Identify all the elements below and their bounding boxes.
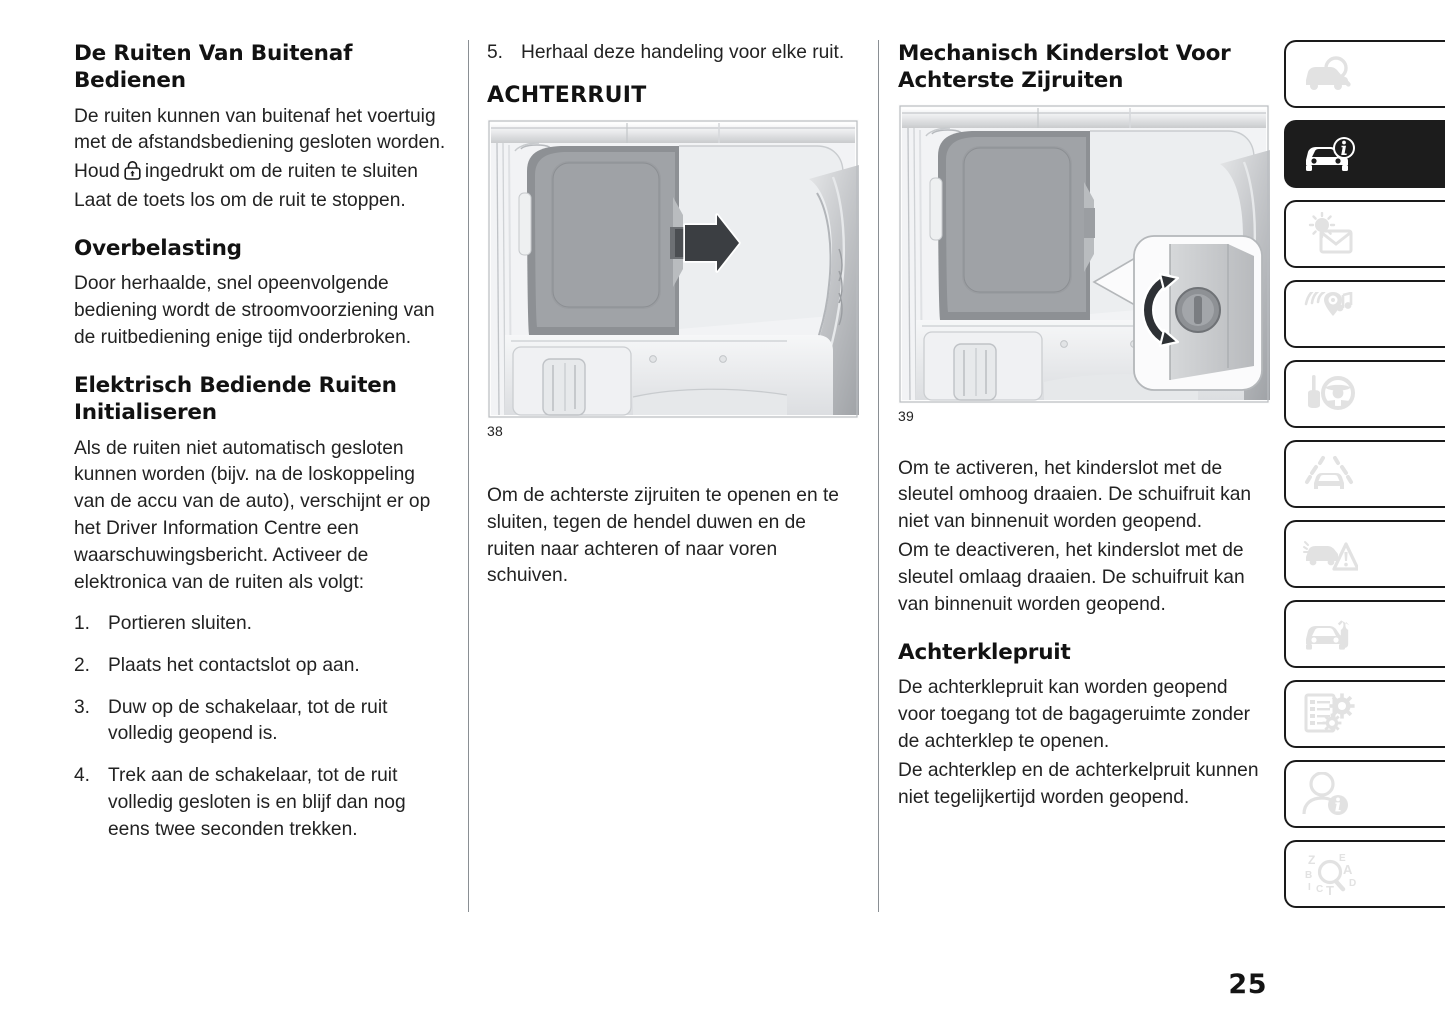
svg-text:C: C	[1316, 884, 1324, 895]
alphabetical-index-icon	[1302, 852, 1364, 896]
heading-mechanisch-kinderslot: Mechanisch Kinderslot Voor Achterste Zijruiten	[898, 41, 1231, 94]
step-text: Trek aan de schakelaar, tot de ruit volledig gesloten is en blijf dan nog eens twee seconden trekken.	[108, 765, 406, 841]
figure-caption: 38	[487, 422, 503, 439]
steps-list-continued	[487, 40, 859, 67]
step-number: 2.	[74, 654, 91, 676]
column-divider-2	[878, 40, 879, 912]
step-text: Plaats het contactslot op aan.	[108, 654, 360, 676]
text-houd: Houd	[74, 161, 120, 183]
paragraph-laat-de-toets-los: Laat de toets los om de ruit te stoppen.	[74, 190, 406, 212]
gearshift-steering-icon	[1302, 373, 1358, 415]
illustration-achterste-zijruit	[487, 119, 859, 419]
svg-text:T: T	[1326, 883, 1334, 896]
svg-text:B: B	[1305, 870, 1313, 881]
list-item	[487, 40, 859, 67]
paragraph-achterklep-niet-tegelijk: De achterklep en de achterkelpruit kunnen niet tegelijkertijd worden geopend.	[898, 759, 1259, 808]
sidebar-tab-gearshift-steering[interactable]	[1284, 360, 1445, 428]
sidebar-tab-person-info[interactable]	[1284, 760, 1445, 828]
paragraph-overbelasting: Door herhaalde, snel opeenvolgende bediening wordt de stroomvoorziening van de ruitbediening enige tijd onderbroken.	[74, 273, 435, 349]
step-number: 5.	[487, 42, 504, 63]
figure-39	[898, 104, 1270, 424]
sidebar-tab-warning-lights-messages[interactable]	[1284, 200, 1445, 268]
column-left	[74, 40, 446, 859]
svg-text:D: D	[1349, 878, 1357, 889]
sidebar-tab-car-search[interactable]	[1284, 40, 1445, 108]
list-item	[74, 763, 446, 844]
column-divider-1	[468, 40, 469, 912]
heading-overbelasting: Overbelasting	[74, 236, 242, 262]
car-info-icon	[1302, 134, 1358, 174]
step-text: Herhaal deze handeling voor elke ruit.	[521, 42, 845, 63]
steps-list-initialiseren	[74, 611, 446, 844]
svg-text:I: I	[1308, 882, 1311, 893]
section-tabs-sidebar	[1284, 40, 1445, 920]
page-number: 25	[1228, 969, 1267, 1000]
step-number: 3.	[74, 696, 91, 718]
sidebar-tab-car-info[interactable]	[1284, 120, 1445, 188]
warning-lights-messages-icon	[1302, 212, 1358, 256]
car-wrench-icon	[1302, 613, 1358, 655]
list-item	[74, 611, 446, 638]
svg-text:E: E	[1339, 853, 1346, 864]
text-ingedrukt-om-de-ruiten-te-sluiten: ingedrukt om de ruiten te sluiten	[144, 161, 418, 183]
step-number: 1.	[74, 612, 91, 634]
paragraph-ruiten-afstandsbediening: De ruiten kunnen van buitenaf het voertuig met de afstandsbediening gesloten worden.	[74, 105, 446, 154]
specs-gears-icon	[1302, 692, 1358, 736]
column-right	[898, 40, 1270, 814]
car-search-icon	[1302, 54, 1358, 94]
heading-achterruit: ACHTERRUIT	[487, 82, 647, 108]
car-warning-triangle-icon	[1302, 533, 1358, 575]
paragraph-kinderslot-deactiveren: Om te deactiveren, het kinderslot met de sleutel omlaag draaien. De schuifruit kan van binnenuit worden geopend.	[898, 540, 1245, 615]
figure-38	[487, 119, 859, 439]
column-middle	[487, 40, 859, 592]
sidebar-tab-car-warning-triangle[interactable]	[1284, 520, 1445, 588]
person-info-icon	[1302, 772, 1358, 816]
paragraph-achterklepruit-toegang: De achterklepruit kan worden geopend voor toegang tot de bagageruimte zonder de achterklep te openen.	[898, 677, 1251, 752]
lane-assist-icon	[1302, 453, 1358, 495]
svg-text:A: A	[1343, 862, 1353, 877]
step-number: 4.	[74, 765, 91, 787]
list-item	[74, 653, 446, 680]
step-text: Portieren sluiten.	[108, 612, 252, 634]
paragraph-houd-lock-ingedrukt	[74, 159, 446, 186]
list-item	[74, 695, 446, 749]
illustration-mechanisch-kinderslot	[898, 104, 1270, 404]
heading-elektrisch-bediende-ruiten-initialiseren: Elektrisch Bediende Ruiten Initialiseren	[74, 373, 397, 426]
heading-achterkelpruit: Achterklepruit	[898, 639, 1071, 665]
figure-caption: 39	[898, 407, 914, 424]
paragraph-achterste-zijruiten-openen: Om de achterste zijruiten te openen en te sluiten, tegen de hendel duwen en de ruiten naar achteren of naar voren schuiven.	[487, 484, 839, 587]
sidebar-tab-lane-assist[interactable]	[1284, 440, 1445, 508]
heading-de-ruiten-van-buitenaf-bedienen: De Ruiten Van Buitenaf Bedienen	[74, 41, 353, 94]
sidebar-tab-infotainment-navigation[interactable]	[1284, 280, 1445, 348]
sidebar-tab-alphabetical-index[interactable]	[1284, 840, 1445, 908]
sidebar-tab-car-wrench[interactable]	[1284, 600, 1445, 668]
step-text: Duw op de schakelaar, tot de ruit volledig geopend is.	[108, 696, 388, 745]
lock-icon	[124, 161, 141, 180]
paragraph-kinderslot-activeren: Om te activeren, het kinderslot met de sleutel omhoog draaien. De schuifruit kan niet van binnenuit worden geopend.	[898, 457, 1252, 533]
infotainment-navigation-icon	[1302, 292, 1358, 336]
paragraph-initialiseren-intro: Als de ruiten niet automatisch gesloten kunnen worden (bijv. na de loskoppeling van de accu van de auto), verschijnt er op het Driver Information Centre een waarschuwingsbericht. Activeer de elektronica van de ruiten als volgt:	[74, 437, 431, 593]
sidebar-tab-specs-gears[interactable]	[1284, 680, 1445, 748]
svg-text:Z: Z	[1308, 853, 1316, 867]
